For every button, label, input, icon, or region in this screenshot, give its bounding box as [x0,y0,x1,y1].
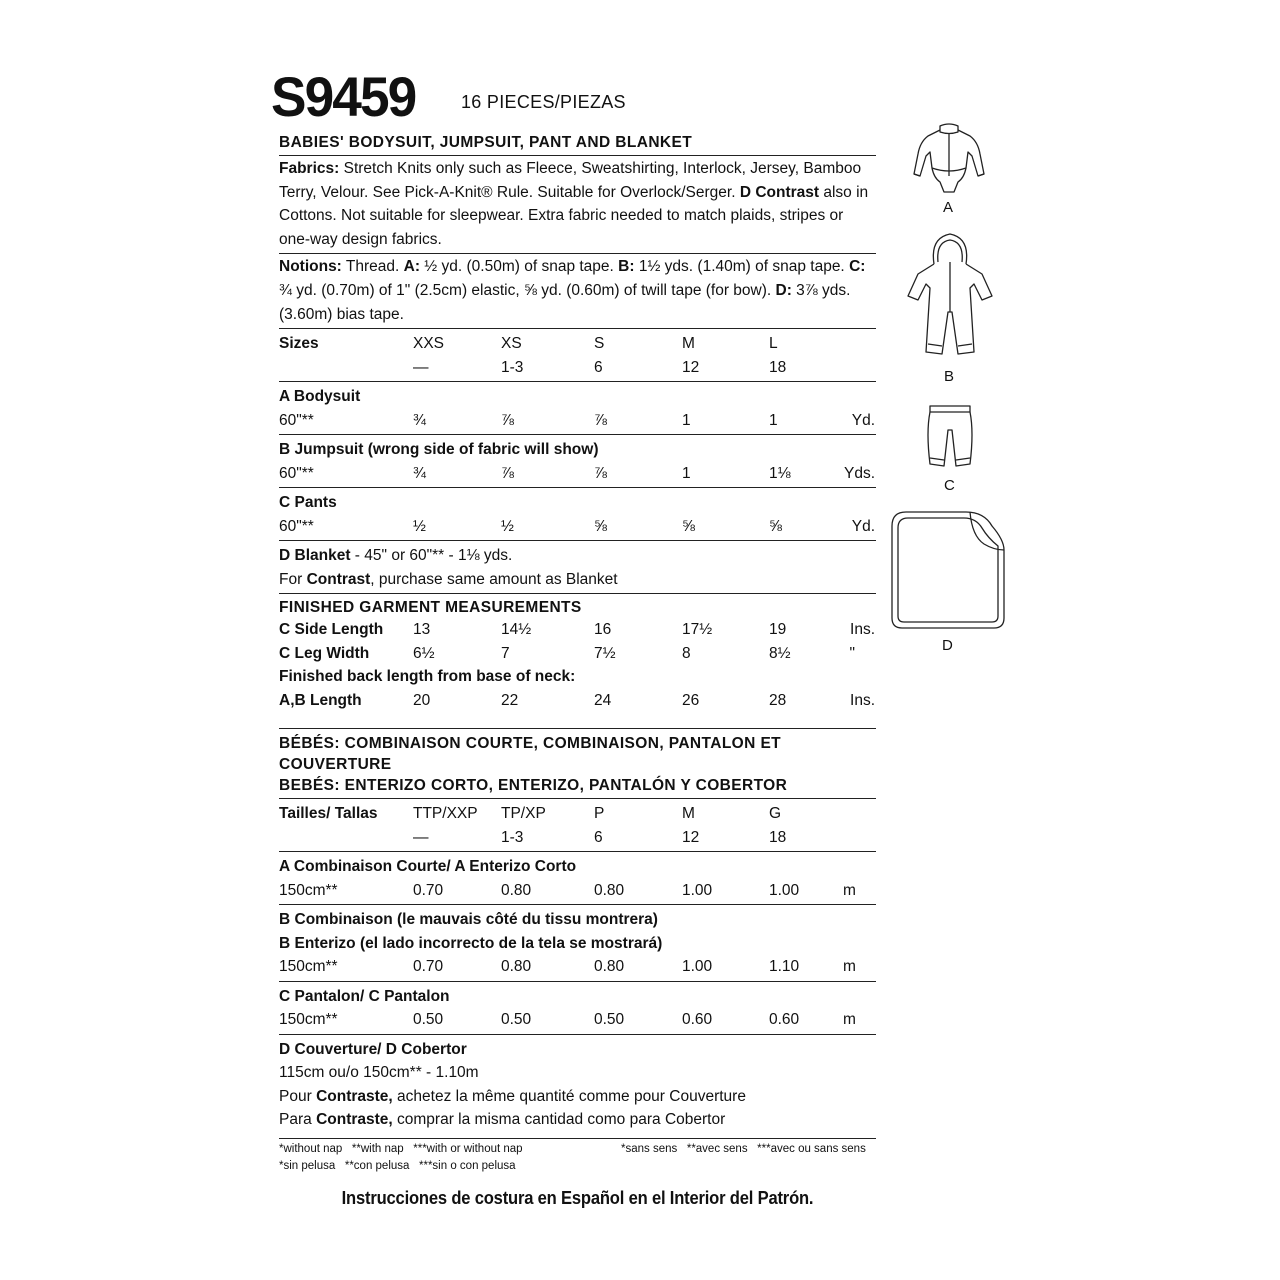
blanket-yardage: 115cm ou/o 150cm** - 1.10m [279,1064,479,1082]
fabrics-text: Stretch Knits only such as Fleece, Sweatshirting, Interlock, Jersey, Bamboo Terry, Velour. See Pick-A-Knit® Rule. Suitable for Overlock/Serger. [279,160,862,201]
title-row [271,60,876,128]
measure-unit: " [849,644,855,662]
size-cell: M [682,335,695,353]
notions-label: Notions: [279,258,342,276]
contrast-post: , purchase same amount as Blanket [370,570,618,588]
yardage-b-en [279,435,876,487]
size-cell: G [769,805,782,823]
measure-value: 17½ [682,621,713,639]
age-cell: 18 [769,828,787,846]
sizes-label: Sizes [279,335,319,353]
fabrics-label: Fabrics: [279,160,340,177]
fabric-width: 60"** [279,517,314,535]
sizes-header-en [279,329,876,381]
yardage-unit: Yds. [843,464,875,482]
yardage-unit: m [843,958,856,976]
finished-heading: FINISHED GARMENT MEASUREMENTS [279,599,582,617]
blanket-title: D Couverture/ D Cobertor [279,1040,467,1058]
measure-unit: Ins. [850,691,875,709]
yardage-value: 1 [769,411,778,429]
fabric-width: 60"** [279,411,314,429]
yardage-value: ⅝ [682,517,695,535]
size-cell: M [682,805,695,823]
yardage-value: 0.70 [413,881,444,899]
pattern-title: BABIES' BODYSUIT, JUMPSUIT, PANT AND BLANKET [279,134,693,151]
view-title-es: B Enterizo (el lado incorrecto de la tela se mostrará) [279,934,663,952]
yardage-value: 0.60 [682,1011,713,1029]
measure-label: C Side Length [279,621,384,639]
jumpsuit-sketch-icon [904,228,996,366]
contrast-es-bold: Contraste, [316,1111,393,1129]
spanish-instructions-note: Instrucciones de costura en Español en el Interior del Patrón. [341,1188,814,1208]
fabric-width: 150cm** [279,881,338,899]
notions-a-text: ½ yd. (0.50m) of snap tape. [419,258,619,276]
view-title: C Pantalon/ C Pantalon [279,987,450,1005]
fabrics-paragraph [279,156,876,253]
size-cell: TP/XP [501,805,546,823]
yardage-unit: Yd. [851,517,875,535]
size-cell: L [769,335,778,353]
size-cell: S [594,335,605,353]
measure-value: 8½ [769,644,791,662]
age-cell: 12 [682,358,700,376]
yardage-value: ⅞ [501,411,514,429]
size-cell: TTP/XXP [413,805,478,823]
measure-value: 26 [682,691,700,709]
blanket-en [279,541,876,593]
measure-value: 14½ [501,621,532,639]
contrast-es-pre: Para [279,1111,317,1129]
sizes-header-fr-es [279,799,876,851]
yardage-value: 1 [682,411,691,429]
yardage-c-en [279,488,876,540]
notions-b-label: B: [618,258,635,276]
fr-es-heading [279,729,876,798]
measure-value: 7½ [594,644,616,662]
measure-label: C Leg Width [279,644,370,662]
yardage-c-fr-es [279,982,876,1034]
sizes-label: Tailles/ Tallas [279,805,378,823]
blanket-title: D Blanket [279,547,351,565]
yardage-value: 0.60 [769,1011,800,1029]
yardage-a-fr-es [279,852,876,904]
view-letter: B [944,368,955,385]
measure-value: 8 [682,644,691,662]
measure-unit: Ins. [850,621,875,639]
age-cell: 12 [682,828,700,846]
age-cell: 1-3 [501,828,524,846]
notions-thread: Thread. [341,258,404,276]
yardage-value: 1.00 [769,881,800,899]
measure-value: 20 [413,691,431,709]
yardage-b-fr-es [279,905,876,981]
pattern-number: S9459 [271,65,416,128]
footnote-fr: *sans sens **avec sens ***avec ou sans sens [621,1143,866,1155]
measure-value: 28 [769,691,787,709]
notions-a-label: A: [403,258,420,276]
measure-value: 22 [501,691,519,709]
view-title: A Combinaison Courte/ A Enterizo Corto [279,858,577,876]
contrast-es-post: comprar la misma cantidad como para Cobertor [392,1111,726,1129]
size-cell: XXS [413,335,445,353]
heading-fr: BÉBÉS: COMBINAISON COURTE, COMBINAISON, PANTALON ET COUVERTURE [279,735,782,774]
view-letter: A [943,199,954,216]
empty-cell [837,332,875,356]
yardage-a-en [279,382,876,434]
yardage-value: ⅝ [769,517,782,535]
measure-value: 19 [769,621,787,639]
blanket-text: - 45" or 60"** - 1⅛ yds. [350,547,513,565]
blanket-fr-es [279,1035,876,1134]
fabrics-text-2: also in Cottons. Not suitable for sleepwear. Extra fabric needed to match plaids, stripes or one-way design fabrics. [279,183,869,248]
yardage-value: 0.80 [594,958,625,976]
yardage-value: 0.80 [594,881,625,899]
pants-sketch-icon [922,402,978,474]
view-title: B Jumpsuit (wrong side of fabric will show) [279,441,599,459]
yardage-value: 0.80 [501,881,532,899]
fabric-width: 60"** [279,464,314,482]
main-info-column [271,60,876,1134]
age-cell: 1-3 [501,358,524,376]
yardage-value: ⅝ [594,517,607,535]
yardage-value: 1.00 [682,958,713,976]
heading-es: BEBÉS: ENTERIZO CORTO, ENTERIZO, PANTALÓN Y COBERTOR [279,777,788,795]
notions-c-text: ¾ yd. (0.70m) of 1" (2.5cm) elastic, ⅝ yd. (0.60m) of twill tape (for bow). [279,281,776,299]
size-cell: P [594,805,605,823]
bodysuit-sketch-icon [906,118,992,198]
footnote-es: *sin pelusa **con pelusa ***sin o con pelusa [279,1160,516,1172]
yardage-value: 1⅛ [769,464,791,482]
yardage-value: ¾ [413,411,426,429]
age-cell: 18 [769,358,787,376]
contrast-fr-pre: Pour [279,1087,317,1105]
yardage-value: ¾ [413,464,426,482]
yardage-value: 0.50 [413,1011,444,1029]
age-cell: — [413,358,429,376]
yardage-unit: m [843,1011,856,1029]
blanket-sketch-icon [888,506,1008,634]
age-cell: 6 [594,828,603,846]
notions-b-text: 1½ yds. (1.40m) of snap tape. [634,258,850,276]
back-length-note: Finished back length from base of neck: [279,668,576,686]
yardage-value: 0.50 [501,1011,532,1029]
notions-c-label: C: [849,258,866,276]
view-letter: C [944,477,955,494]
yardage-value: ½ [413,517,426,535]
footnotes [279,1138,876,1175]
yardage-value: 1 [682,464,691,482]
notions-d-label: D: [775,281,792,299]
yardage-value: 1.10 [769,958,800,976]
yardage-value: ⅞ [501,464,514,482]
measure-label: A,B Length [279,691,362,709]
contrast-pre: For [279,570,307,588]
yardage-value: ½ [501,517,514,535]
yardage-value: 0.80 [501,958,532,976]
view-title: A Bodysuit [279,388,361,406]
footnote-en: *without nap **with nap ***with or without nap [279,1143,523,1155]
measure-value: 24 [594,691,612,709]
measure-value: 16 [594,621,612,639]
measure-value: 6½ [413,644,435,662]
notions-paragraph [279,254,876,328]
size-cell: XS [501,335,522,353]
measure-value: 13 [413,621,431,639]
view-letter: D [942,637,953,654]
yardage-value: 1.00 [682,881,713,899]
age-cell: 6 [594,358,603,376]
age-cell: — [413,828,429,846]
finished-measurements [279,594,876,714]
notions-d-text: 3⅞ yds. (3.60m) bias tape. [279,281,851,323]
yardage-unit: m [843,881,856,899]
fabric-width: 150cm** [279,958,338,976]
contrast-fr-post: achetez la même quantité comme pour Couverture [392,1087,746,1105]
yardage-value: 0.70 [413,958,444,976]
view-title: C Pants [279,494,337,512]
fabric-width: 150cm** [279,1011,338,1029]
pieces-count: 16 PIECES/PIEZAS [461,92,626,112]
yardage-value: ⅞ [594,411,607,429]
yardage-value: ⅞ [594,464,607,482]
yardage-value: 0.50 [594,1011,625,1029]
view-title-fr: B Combinaison (le mauvais côté du tissu montrera) [279,911,658,929]
contrast-bold: Contrast [306,570,371,588]
yardage-unit: Yd. [851,411,875,429]
fabrics-contrast: D Contrast [739,183,820,201]
contrast-fr-bold: Contraste, [316,1087,393,1105]
measure-value: 7 [501,644,510,662]
